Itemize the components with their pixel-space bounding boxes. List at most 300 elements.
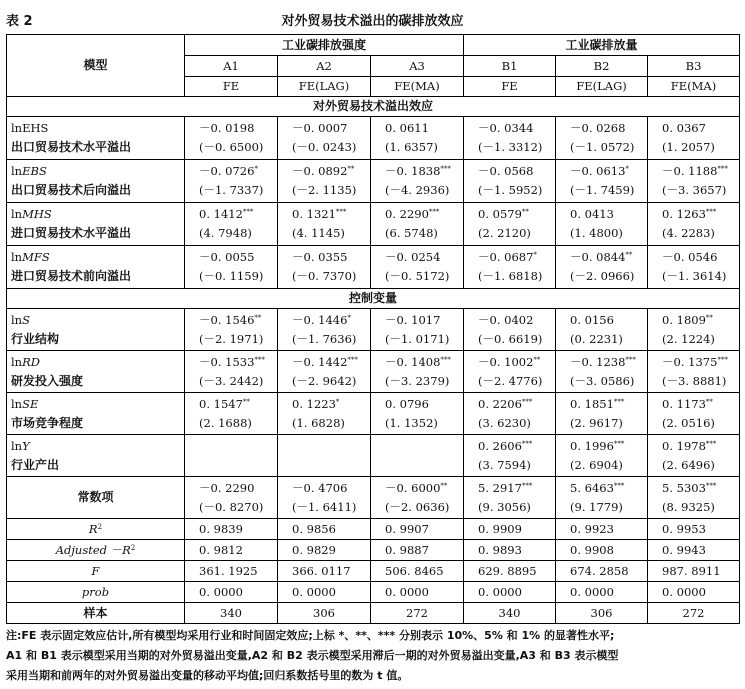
variable-name: lnEBS: [11, 164, 47, 178]
table-row: [7, 435, 740, 477]
significance-stars: ***: [440, 355, 451, 364]
value-cell: [371, 477, 464, 519]
coefficient: 0. 0156: [570, 312, 614, 327]
variable-name-italic: S: [22, 312, 30, 327]
t-value: (－2. 1971): [199, 331, 264, 346]
stat-value: 506. 8465: [371, 561, 464, 582]
significance-stars: ***: [428, 208, 440, 216]
column-id: B3: [648, 56, 740, 77]
significance-stars: **: [254, 313, 262, 322]
t-value: (－2. 1135): [292, 183, 357, 197]
significance-stars: ***: [335, 208, 347, 216]
section-row: [7, 97, 740, 117]
variable-label: [7, 435, 185, 477]
value-cell: [185, 117, 278, 160]
t-value: (1. 2057): [662, 140, 715, 154]
coefficient: 0. 1547**: [199, 396, 250, 411]
significance-stars: ***: [613, 481, 625, 490]
coefficient: －0. 1546**: [199, 312, 262, 327]
value-cell: [185, 246, 278, 289]
coefficient: －0. 0687*: [478, 250, 537, 264]
value-cell: [278, 351, 371, 393]
variable-name: lnRD: [11, 354, 40, 369]
value-cell: [371, 435, 464, 477]
stat-value: 0. 9907: [371, 519, 464, 540]
coefficient: 0. 1173**: [662, 396, 713, 411]
column-id: A3: [371, 56, 464, 77]
coefficient: －0. 0844**: [570, 250, 633, 264]
stat-value: 0. 9908: [556, 540, 648, 561]
value-cell: [648, 246, 740, 289]
t-value: (4. 2283): [662, 226, 715, 240]
coefficient: －0. 0055: [199, 250, 255, 264]
variable-name-italic: Y: [22, 438, 30, 453]
variable-label: [7, 160, 185, 203]
variable-label: [7, 246, 185, 289]
column-method: FE(MA): [648, 77, 740, 97]
note-line-3: 采用当期和前两年的对外贸易溢出变量的移动平均值;回归系数括号里的数为 t 值。: [6, 669, 409, 682]
t-value: (9. 1779): [570, 499, 623, 514]
stat-name: F: [91, 563, 100, 578]
variable-desc: 行业产出: [11, 457, 60, 472]
significance-stars: ***: [613, 439, 625, 448]
stat-value: 0. 9887: [371, 540, 464, 561]
table-row: [7, 203, 740, 246]
t-value: (－2. 0966): [570, 269, 635, 283]
sample-label: 样本: [7, 603, 185, 624]
stat-value: 361. 1925: [185, 561, 278, 582]
coefficient: －0. 0344: [478, 121, 534, 135]
value-cell: [648, 477, 740, 519]
value-cell: [278, 309, 371, 351]
stat-sup: 2: [130, 543, 136, 552]
note-line-2: A1 和 B1 表示模型采用当期的对外贸易溢出变量,A2 和 B2 表示模型采用滞后一期的对外贸易溢出变量,A3 和 B3 表示模型: [6, 649, 619, 662]
value-cell: [556, 117, 648, 160]
sample-value: 340: [464, 603, 556, 624]
coefficient: －0. 0402: [478, 312, 534, 327]
variable-name: lnEHS: [11, 121, 49, 135]
value-cell: [464, 435, 556, 477]
significance-stars: ***: [347, 355, 358, 364]
value-cell: [556, 309, 648, 351]
sample-row: [7, 603, 740, 624]
value-cell: [556, 477, 648, 519]
stat-value: 0. 0000: [185, 582, 278, 603]
value-cell: [185, 203, 278, 246]
significance-stars: ***: [705, 439, 717, 448]
table-header: [6, 10, 739, 28]
t-value: (－3. 8881): [662, 373, 727, 388]
t-value: (－4. 2936): [385, 183, 450, 197]
value-cell: [648, 393, 740, 435]
t-value: (－0. 0243): [292, 140, 357, 154]
variable-name-italic: MFS: [22, 250, 50, 264]
sample-value: 306: [556, 603, 648, 624]
stat-value: 0. 9953: [648, 519, 740, 540]
coefficient: 5. 5303***: [662, 480, 717, 495]
variable-desc: 出口贸易技术后向溢出: [11, 183, 132, 197]
significance-stars: ***: [705, 208, 717, 216]
t-value: (－3. 2379): [385, 373, 450, 388]
significance-stars: ***: [613, 397, 625, 406]
stat-name: Adjusted －R: [55, 542, 131, 557]
stat-label: [7, 519, 185, 540]
t-value: (1. 6828): [292, 415, 345, 430]
value-cell: [464, 309, 556, 351]
t-value: (2. 0516): [662, 415, 715, 430]
significance-stars: *: [254, 165, 258, 173]
variable-name: lnMHS: [11, 207, 52, 221]
coefficient: －0. 0726*: [199, 164, 258, 178]
coefficient: －0. 1188***: [662, 164, 728, 178]
value-cell: [371, 246, 464, 289]
variable-name: lnY: [11, 438, 30, 453]
value-cell: [648, 117, 740, 160]
coefficient: 0. 0579**: [478, 207, 529, 221]
coefficient: －0. 1375***: [662, 354, 728, 369]
coefficient: 0. 0367: [662, 121, 706, 135]
variable-name-italic: SE: [22, 396, 39, 411]
t-value: (－1. 7337): [199, 183, 264, 197]
t-value: (6. 5748): [385, 226, 438, 240]
coefficient: －0. 0355: [292, 250, 348, 264]
value-cell: [278, 160, 371, 203]
value-cell: [185, 477, 278, 519]
significance-stars: **: [705, 313, 713, 322]
variable-desc: 研发投入强度: [11, 373, 84, 388]
value-cell: [464, 203, 556, 246]
column-method: FE: [185, 77, 278, 97]
coefficient: －0. 1238***: [570, 354, 636, 369]
coefficient: [385, 446, 459, 465]
t-value: (－1. 3312): [478, 140, 543, 154]
coefficient: 0. 1412***: [199, 207, 254, 221]
t-value: (1. 4800): [570, 226, 623, 240]
value-cell: [371, 309, 464, 351]
t-value: (－1. 7459): [570, 183, 635, 197]
stat-value: 0. 9812: [185, 540, 278, 561]
variable-label: [7, 309, 185, 351]
stat-value: 0. 9893: [464, 540, 556, 561]
variable-label: [7, 117, 185, 160]
significance-stars: ***: [440, 165, 451, 173]
coefficient: [199, 446, 273, 465]
column-method: FE(LAG): [556, 77, 648, 97]
coefficient: 0. 2206***: [478, 396, 533, 411]
value-cell: [556, 203, 648, 246]
t-value: (－0. 1159): [199, 269, 264, 283]
t-value: (0. 2231): [570, 331, 623, 346]
t-value: (－1. 6411): [292, 499, 357, 514]
value-cell: [185, 309, 278, 351]
significance-stars: ***: [521, 481, 533, 490]
variable-name-italic: MHS: [22, 207, 52, 221]
coefficient: 0. 2606***: [478, 438, 533, 453]
coefficient: －0. 1002**: [478, 354, 541, 369]
significance-stars: ***: [705, 481, 717, 490]
significance-stars: **: [440, 481, 448, 490]
stat-value: 0. 0000: [464, 582, 556, 603]
variable-name: lnMFS: [11, 250, 50, 264]
table-number: 表 2: [6, 14, 33, 29]
coefficient: －0. 0268: [570, 121, 626, 135]
t-value: (2. 1688): [199, 415, 252, 430]
value-cell: [464, 246, 556, 289]
value-cell: [371, 117, 464, 160]
stat-sup: 2: [97, 522, 103, 531]
column-id: A2: [278, 56, 371, 77]
coefficient: 0. 0796: [385, 396, 429, 411]
t-value: (－1. 3614): [662, 269, 727, 283]
stat-value: 366. 0117: [278, 561, 371, 582]
stat-value: 0. 9943: [648, 540, 740, 561]
coefficient: 0. 1321***: [292, 207, 347, 221]
variable-label: [7, 393, 185, 435]
t-value: (2. 1224): [662, 331, 715, 346]
coefficient: －0. 1838***: [385, 164, 451, 178]
stat-value: 0. 9829: [278, 540, 371, 561]
t-value: (－3. 0586): [570, 373, 635, 388]
regression-table: [6, 34, 740, 624]
table-row: [7, 246, 740, 289]
t-value: (－1. 0171): [385, 331, 450, 346]
variable-label: [7, 477, 185, 519]
coefficient: 0. 1851***: [570, 396, 625, 411]
table-row: [7, 309, 740, 351]
coefficient: 5. 2917***: [478, 480, 533, 495]
t-value: (－1. 5952): [478, 183, 543, 197]
variable-label: [7, 351, 185, 393]
t-value: (2. 2120): [478, 226, 531, 240]
t-value: (3. 6230): [478, 415, 531, 430]
coefficient: －0. 0613*: [570, 164, 629, 178]
coefficient: －0. 0546: [662, 250, 718, 264]
value-cell: [464, 160, 556, 203]
sample-value: 340: [185, 603, 278, 624]
stat-value: 987. 8911: [648, 561, 740, 582]
t-value: (1. 6357): [385, 140, 438, 154]
coefficient: －0. 0254: [385, 250, 441, 264]
coefficient: 0. 1978***: [662, 438, 717, 453]
t-value: (－1. 0572): [570, 140, 635, 154]
stat-row: [7, 519, 740, 540]
t-value: (9. 3056): [478, 499, 531, 514]
significance-stars: **: [705, 397, 713, 406]
value-cell: [185, 351, 278, 393]
value-cell: [185, 393, 278, 435]
stat-name: R: [88, 521, 98, 536]
significance-stars: ***: [717, 165, 728, 173]
stat-value: 629. 8895: [464, 561, 556, 582]
value-cell: [185, 160, 278, 203]
significance-stars: ***: [521, 397, 533, 406]
column-id: B2: [556, 56, 648, 77]
t-value: (－0. 5172): [385, 269, 450, 283]
value-cell: [278, 246, 371, 289]
significance-stars: ***: [625, 355, 636, 364]
note-line-1: 注:FE 表示固定效应估计,所有模型均采用行业和时间固定效应;上标 *、**、*** 分别表示 10%、5% 和 1% 的显著性水平;: [6, 629, 615, 642]
stat-value: 0. 9839: [185, 519, 278, 540]
t-value: (8. 9325): [662, 499, 715, 514]
t-value: (－1. 6818): [478, 269, 543, 283]
section-header: 对外贸易技术溢出效应: [7, 97, 740, 117]
stat-value: 0. 0000: [556, 582, 648, 603]
value-cell: [556, 351, 648, 393]
table-title: 对外贸易技术溢出的碳排放效应: [281, 14, 464, 29]
table-row: [7, 117, 740, 160]
header-row: [7, 35, 740, 56]
significance-stars: ***: [242, 208, 254, 216]
coefficient: －0. 1408***: [385, 354, 451, 369]
variable-desc: 行业结构: [11, 331, 60, 346]
t-value: (－0. 8270): [199, 499, 264, 514]
significance-stars: **: [625, 251, 633, 259]
value-cell: [648, 435, 740, 477]
coefficient: 0. 0611: [385, 121, 429, 135]
t-value: (2. 9617): [570, 415, 623, 430]
sample-value: 272: [648, 603, 740, 624]
value-cell: [278, 117, 371, 160]
t-value: (－2. 4776): [478, 373, 543, 388]
t-value: (2. 6904): [570, 457, 623, 472]
variable-desc: 进口贸易技术水平溢出: [11, 226, 132, 240]
variable-name: lnS: [11, 312, 30, 327]
t-value: (－2. 9642): [292, 373, 357, 388]
stat-label: [7, 540, 185, 561]
value-cell: [648, 351, 740, 393]
value-cell: [464, 477, 556, 519]
significance-stars: **: [347, 165, 355, 173]
coefficient: －0. 1442***: [292, 354, 358, 369]
coefficient: －0. 0568: [478, 164, 534, 178]
column-method: FE(MA): [371, 77, 464, 97]
variable-desc: 出口贸易技术水平溢出: [11, 140, 132, 154]
stat-row: [7, 582, 740, 603]
stat-value: 0. 0000: [371, 582, 464, 603]
value-cell: [278, 477, 371, 519]
coefficient: －0. 0892**: [292, 164, 355, 178]
value-cell: [464, 393, 556, 435]
significance-stars: *: [533, 251, 537, 259]
t-value: (1. 1352): [385, 415, 438, 430]
t-value: (3. 7594): [478, 457, 531, 472]
t-value: (－0. 6500): [199, 140, 264, 154]
section-header: 控制变量: [7, 289, 740, 309]
table-row: [7, 393, 740, 435]
coefficient: 0. 2290***: [385, 207, 440, 221]
t-value: (－3. 2442): [199, 373, 264, 388]
stat-row: [7, 561, 740, 582]
stat-value: 674. 2858: [556, 561, 648, 582]
significance-stars: **: [533, 355, 541, 364]
value-cell: [464, 351, 556, 393]
value-cell: [185, 435, 278, 477]
t-value: (4. 7948): [199, 226, 252, 240]
column-id: B1: [464, 56, 556, 77]
table-note: [6, 626, 741, 686]
t-value: (4. 1145): [292, 226, 345, 240]
value-cell: [556, 246, 648, 289]
significance-stars: *: [625, 165, 629, 173]
value-cell: [556, 435, 648, 477]
coefficient: 5. 6463***: [570, 480, 625, 495]
t-value: (－1. 7636): [292, 331, 357, 346]
value-cell: [278, 435, 371, 477]
coefficient: －0. 2290: [199, 480, 255, 495]
coefficient: －0. 4706: [292, 480, 348, 495]
section-row: [7, 289, 740, 309]
variable-desc: 常数项: [77, 490, 114, 504]
stat-value: 0. 9856: [278, 519, 371, 540]
t-value: (2. 6496): [662, 457, 715, 472]
stat-label: [7, 561, 185, 582]
variable-label: [7, 203, 185, 246]
coefficient: 0. 1809**: [662, 312, 713, 327]
group-header: 工业碳排放量: [464, 35, 740, 56]
coefficient: －0. 0198: [199, 121, 255, 135]
stat-value: 0. 0000: [648, 582, 740, 603]
value-cell: [648, 160, 740, 203]
value-cell: [464, 117, 556, 160]
significance-stars: *: [335, 397, 340, 406]
value-cell: [371, 393, 464, 435]
sample-value: 272: [371, 603, 464, 624]
table-row: [7, 160, 740, 203]
coefficient: 0. 1263***: [662, 207, 717, 221]
variable-name: lnSE: [11, 396, 39, 411]
significance-stars: ***: [717, 355, 728, 364]
column-method: FE(LAG): [278, 77, 371, 97]
value-cell: [648, 309, 740, 351]
stat-label: [7, 582, 185, 603]
t-value: (－0. 7370): [292, 269, 357, 283]
value-cell: [371, 203, 464, 246]
coefficient: －0. 1533***: [199, 354, 265, 369]
coefficient: 0. 1223*: [292, 396, 340, 411]
coefficient: 0. 0413: [570, 207, 614, 221]
column-method: FE: [464, 77, 556, 97]
coefficient: 0. 1996***: [570, 438, 625, 453]
value-cell: [278, 203, 371, 246]
sample-value: 306: [278, 603, 371, 624]
group-header: 工业碳排放强度: [185, 35, 464, 56]
coefficient: －0. 1017: [385, 312, 441, 327]
value-cell: [371, 160, 464, 203]
value-cell: [371, 351, 464, 393]
stat-value: 0. 9923: [556, 519, 648, 540]
table-row: [7, 477, 740, 519]
significance-stars: ***: [254, 355, 265, 364]
column-id: A1: [185, 56, 278, 77]
stat-name: prob: [81, 584, 110, 599]
t-value: (－3. 3657): [662, 183, 727, 197]
variable-name-italic: RD: [22, 354, 40, 369]
value-cell: [556, 160, 648, 203]
t-value: (－0. 6619): [478, 331, 543, 346]
value-cell: [648, 203, 740, 246]
coefficient: －0. 6000**: [385, 480, 448, 495]
coefficient: [292, 446, 366, 465]
value-cell: [278, 393, 371, 435]
coefficient: －0. 0007: [292, 121, 348, 135]
significance-stars: **: [242, 397, 250, 406]
model-header: 模型: [7, 35, 185, 97]
significance-stars: **: [521, 208, 529, 216]
variable-desc: 市场竞争程度: [11, 415, 84, 430]
value-cell: [556, 393, 648, 435]
stat-row: [7, 540, 740, 561]
stat-value: 0. 9909: [464, 519, 556, 540]
